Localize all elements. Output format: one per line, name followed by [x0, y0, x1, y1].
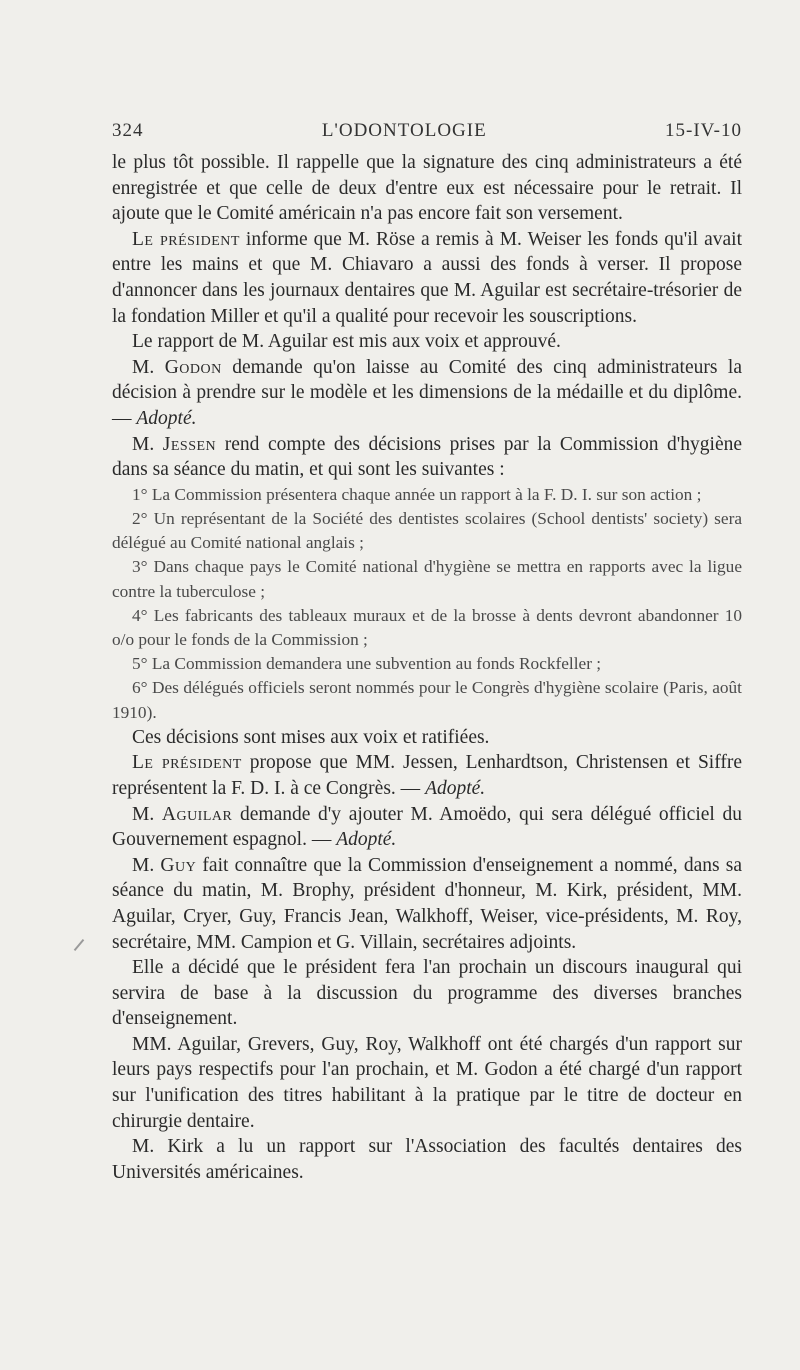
speaker: Le président: [132, 228, 240, 250]
title-abbr: M.: [132, 433, 163, 455]
paragraph: le plus tôt possible. Il rappelle que la signature des cinq administrateurs a été enregistrée et que celle de deux d'entre eux est nécessaire pour le retrait. Il ajoute que le Comité américain n'a pas encore fait son versement.: [112, 152, 742, 225]
adopted-note: Adopté.: [425, 777, 486, 799]
speaker: Jessen: [162, 433, 217, 455]
paragraph: Elle a décidé que le président fera l'an prochain un discours inaugural qui servira de base à la discussion du programme des diverses branches d'enseignement.: [112, 957, 742, 1030]
paragraph: [112, 355, 742, 432]
title-abbr: M.: [132, 803, 162, 825]
paragraph: MM. Aguilar, Grevers, Guy, Roy, Walkhoff ont été chargés d'un rapport sur leurs pays respectifs pour l'an prochain, et M. Godon a été chargé d'un rapport sur l'unification des titres habilitant à la pratique par le titre de docteur en chirurgie dentaire.: [112, 1033, 742, 1132]
journal-title: L'ODONTOLOGIE: [321, 120, 487, 141]
paragraph: [112, 802, 742, 853]
list-item: 1° La Commission présentera chaque année un rapport à la F. D. I. sur son action ;: [132, 484, 702, 504]
paragraph-text: demande d'y ajouter M. Amoëdo, qui sera délégué officiel du Gouvernement espagnol. —: [112, 803, 742, 851]
paragraph: Ces décisions sont mises aux voix et ratifiées.: [132, 726, 490, 748]
running-header: [112, 120, 742, 142]
paragraph: Le rapport de M. Aguilar est mis aux voix et approuvé.: [132, 331, 561, 353]
paragraph: M. Kirk a lu un rapport sur l'Association des facultés dentaires des Universités américaines.: [112, 1136, 742, 1183]
adopted-note: Adopté.: [136, 407, 197, 429]
paragraph-text: rend compte des décisions prises par la Commission d'hygiène dans sa séance du matin, et qui sont les suivantes :: [112, 433, 743, 481]
margin-pencil-mark: [74, 939, 85, 951]
paragraph: [112, 227, 742, 329]
list-item: 2° Un représentant de la Société des dentistes scolaires (School dentists' society) sera délégué au Comité national anglais ;: [112, 508, 742, 553]
adopted-note: Adopté.: [336, 829, 397, 851]
speaker: Guy: [160, 854, 197, 876]
title-abbr: M.: [132, 854, 161, 876]
paragraph-text: demande qu'on laisse au Comité des cinq administrateurs la décision à prendre sur le modèle et les dimensions de la médaille et du diplôme. —: [112, 356, 742, 429]
issue-date: 15-IV-10: [665, 120, 742, 141]
paragraph: [112, 853, 742, 955]
list-item: 4° Les fabricants des tableaux muraux et de la brosse à dents devront abandonner 10 o/o pour le fonds de la Commission ;: [112, 605, 742, 649]
paragraph: [112, 432, 742, 483]
paragraph: [112, 750, 742, 801]
paragraph-text: informe que M. Röse a remis à M. Weiser les fonds qu'il avait entre les mains et que M. Chiavaro a aussi des fonds à verser. Il propose d'annoncer dans les journaux dentaires que M. Aguilar est secrétaire-trésorier de la fondation Miller et qu'il a qualité pour recevoir les souscriptions.: [112, 228, 742, 327]
speaker: Le président: [132, 752, 242, 774]
speaker: Godon: [164, 356, 222, 378]
title-abbr: M.: [132, 356, 165, 378]
list-item: 3° Dans chaque pays le Comité national d'hygiène se mettra en rapports avec la ligue contre la tuberculose ;: [112, 557, 742, 601]
paragraph-text: fait connaître que la Commission d'enseignement a nommé, dans sa séance du matin, M. Brophy, président d'honneur, M. Kirk, président, MM. Aguilar, Cryer, Guy, Francis Jean, Walkhoff, Weiser, vice-présidents, M. Roy, secrétaire, MM. Campion et G. Villain, secrétaires adjoints.: [112, 854, 743, 953]
page-number: 324: [112, 120, 144, 141]
body-text: [112, 150, 742, 1185]
list-item: 6° Des délégués officiels seront nommés pour le Congrès d'hygiène scolaire (Paris, août 1910).: [112, 678, 742, 722]
list-item: 5° La Commission demandera une subvention au fonds Rockfeller ;: [132, 654, 602, 674]
speaker: Aguilar: [161, 803, 233, 825]
paragraph-text: propose que MM. Jessen, Lenhardtson, Christensen et Siffre représentent la F. D. I. à ce Congrès. —: [112, 752, 742, 799]
